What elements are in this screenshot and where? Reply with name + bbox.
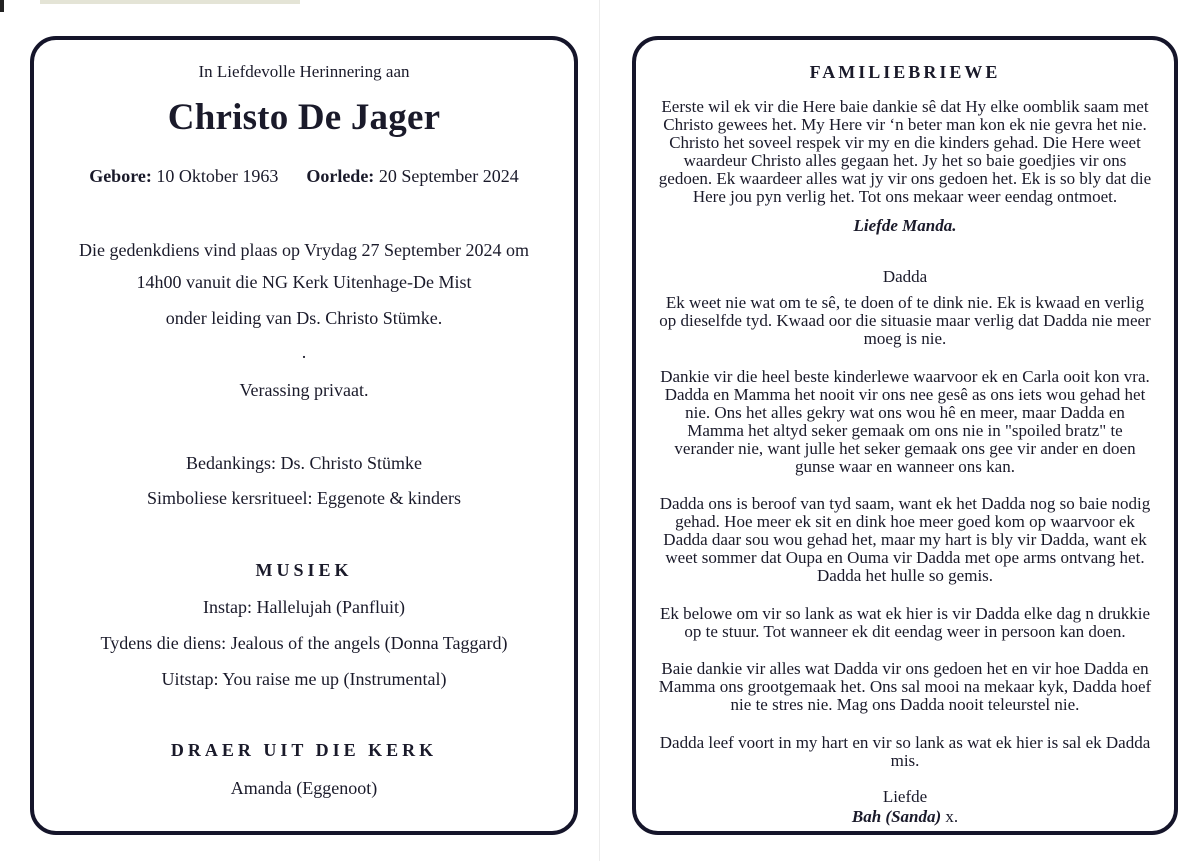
service-line-1: Die gedenkdiens vind plaas op Vrydag 27 September 2024 om xyxy=(79,240,529,260)
signature-sanda: Bah (Sanda) xyxy=(851,807,942,826)
deceased-name: Christo De Jager xyxy=(167,97,441,138)
letters-title: FAMILIEBRIEWE xyxy=(809,62,1001,82)
intro-text: In Liefdevolle Herinnering aan xyxy=(198,62,410,81)
signature-kiss: x. xyxy=(945,807,959,826)
dates-row xyxy=(34,166,574,187)
signature-manda: Liefde Manda. xyxy=(853,216,957,235)
greeting-dadda: Dadda xyxy=(882,267,928,286)
music-entry: Uitstap: You raise me up (Instrumental) xyxy=(161,669,447,689)
scan-mark xyxy=(0,0,4,12)
thanks-text: Bedankings: Ds. Christo Stümke xyxy=(185,453,422,473)
letter-paragraph: Ek belowe om vir so lank as wat ek hier is vir Dadda elke dag n drukkie op te stuur. Tot wanneer ek dit eendag weer in persoon kan doen. xyxy=(659,604,1151,641)
memorial-panel xyxy=(30,36,578,835)
service-line-2: 14h00 vanuit die NG Kerk Uitenhage-De Mist xyxy=(136,272,472,292)
music-entry: Instap: Hallelujah (Panfluit) xyxy=(203,597,405,617)
died-value: 20 September 2024 xyxy=(378,166,519,186)
died-date xyxy=(306,166,518,187)
scan-smudge xyxy=(40,0,300,4)
letter-manda: Eerste wil ek vir die Here baie dankie sê dat Hy elke oomblik saam met Christo gewees het. My Here vir ‘n beter man kon ek nie gevra het nie. Christo het soveel respek vir my en die kinders gehad. Die Here weet waardeur Christo alles gegaan het. Jy het so baie goedjies vir ons gedoen. Ek waardeer alles wat jy vir ons gedoen het. Ek is so bly dat die Here jou pyn verlig het. Tot ons mekaar weer eendag ontmoet. xyxy=(658,97,1152,206)
born-label: Gebore: xyxy=(89,166,152,186)
letter-paragraph: Dankie vir die heel beste kinderlewe waarvoor ek en Carla ooit kon vra. Dadda en Mamma het nooit vir ons nee gesê as ons iets wou gehad het nie. Ons het alles gekry wat ons wou hê en meer, maar Dadda en Mamma het altyd seker gemaak om ons nie in "spoiled bratz" te verander nie, want julle het seker gemaak ons gee vir ander en doen gunse waar en wanneer ons kan. xyxy=(660,367,1150,476)
signature-sanda-row xyxy=(636,808,1174,826)
music-heading: MUSIEK xyxy=(255,560,353,580)
born-date xyxy=(89,166,278,187)
letter-paragraph: Baie dankie vir alles wat Dadda vir ons gedoen het en vir hoe Dadda en Mamma ons grootgemaak het. Ons sal mooi na mekaar kyk, Dadda hoef nie te stres nie. Mag ons Dadda nooit teleurstel nie. xyxy=(658,659,1152,714)
music-entry: Tydens die diens: Jealous of the angels (Donna Taggard) xyxy=(100,633,508,653)
bearer-name: Amanda (Eggenoot) xyxy=(230,778,378,798)
separator-dot: . xyxy=(301,342,307,362)
born-value: 10 Oktober 1963 xyxy=(156,166,279,186)
fold-line xyxy=(599,0,600,861)
family-letters-panel xyxy=(632,36,1178,835)
letter-paragraph: Ek weet nie wat om te sê, te doen of te dink nie. Ek is kwaad en verlig op dieselfde tyd. Kwaad oor die situasie maar verlig dat Dadda nie meer moeg is nie. xyxy=(659,293,1151,348)
cremation-text: Verassing privaat. xyxy=(239,380,369,400)
bearer-heading: DRAER UIT DIE KERK xyxy=(170,740,438,760)
letter-paragraph: Dadda ons is beroof van tyd saam, want ek het Dadda nog so baie nodig gehad. Hoe meer ek sit en dink hoe meer goed kom op waarvoor ek Dadda daar sou wou gehad het, maar my hart is bly vir Dadda, want ek weet sommer dat Oupa en Ouma vir Dadda met ope arms ontvang het. Dadda het hulle so gemis. xyxy=(659,494,1151,585)
letter-paragraph: Dadda leef voort in my hart en vir so lank as wat ek hier is sal ek Dadda mis. xyxy=(659,733,1151,770)
service-line-3: onder leiding van Ds. Christo Stümke. xyxy=(165,308,443,328)
candle-ritual-text: Simboliese kersritueel: Eggenote & kinders xyxy=(147,488,461,508)
died-label: Oorlede: xyxy=(306,166,375,186)
closing-word: Liefde xyxy=(882,787,928,806)
